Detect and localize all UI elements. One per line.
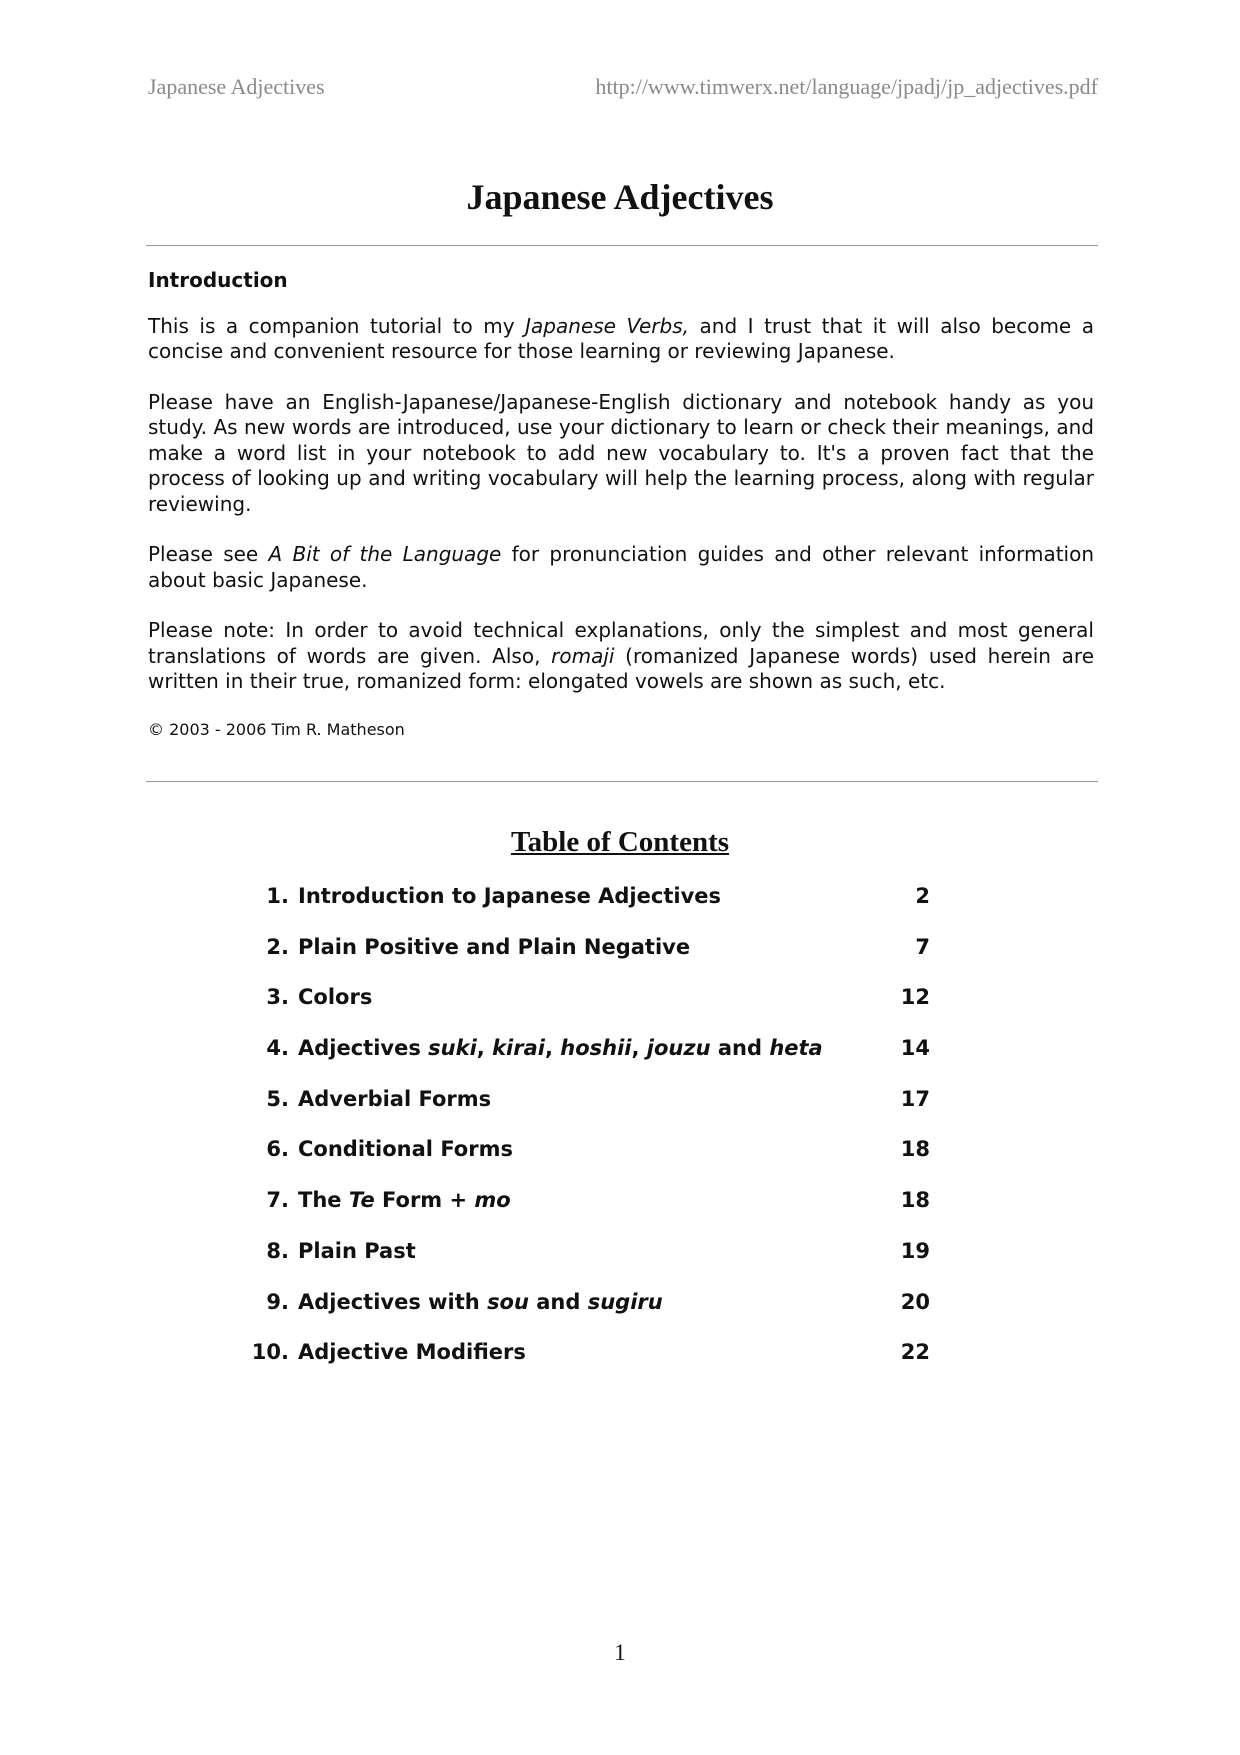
toc-entry-page: 19 — [900, 1238, 930, 1263]
toc-entry-title-text: Adjective Modifiers — [298, 1340, 526, 1365]
toc-entry-title-text: Colors — [298, 985, 373, 1010]
toc-entry-title-text: and — [710, 1036, 770, 1061]
toc-entry-page: 14 — [900, 1036, 930, 1061]
toc-entry-title — [298, 1186, 511, 1214]
intro-paragraph-3 — [148, 542, 1094, 593]
toc-entry-number: 2. — [266, 934, 289, 959]
intro-p4-text-c: (romanized Japanese words) used herein are written in their true, romanized form: elongated vowels are shown as such, etc. — [148, 643, 1095, 693]
toc-entry-title — [298, 1085, 491, 1113]
toc-entry-title-text: Adjectives with — [298, 1289, 488, 1314]
toc-entry-page: 20 — [900, 1289, 930, 1314]
toc-entry-title-italic: sou — [487, 1289, 529, 1314]
toc-entry-page: 7 — [915, 934, 930, 959]
toc-entry-title-italic: jouzu — [646, 1036, 711, 1061]
toc-entry-title-text: Adverbial Forms — [298, 1086, 492, 1111]
toc-entry-page: 2 — [915, 884, 930, 908]
toc-entry-title-italic: suki — [428, 1036, 477, 1061]
toc-entry-title-italic: Te — [348, 1188, 375, 1213]
toc-entry-title — [298, 933, 690, 961]
copyright-notice: © 2003 - 2006 Tim R. Matheson — [148, 719, 405, 739]
toc-entry-title-italic: hoshii — [560, 1036, 632, 1061]
toc-title: Table of Contents — [510, 826, 730, 858]
intro-p1-text-c: and I trust that it will also become a concise and convenient resource for those learning or reviewing Japanese. — [148, 313, 1095, 363]
intro-p1-italic: Japanese Verbs, — [525, 313, 689, 338]
toc-entry-title-text: Adjectives — [298, 1036, 429, 1061]
toc-entry-number: 3. — [266, 985, 289, 1010]
toc-entry-number: 5. — [266, 1086, 289, 1111]
toc-entry-title-text: The — [298, 1188, 349, 1213]
running-header-title: Japanese Adjectives — [148, 74, 325, 99]
toc-entry-title — [298, 1135, 513, 1163]
document-title: Japanese Adjectives — [466, 177, 774, 217]
intro-paragraph-1 — [148, 314, 1094, 365]
intro-paragraph-4 — [148, 618, 1094, 695]
toc-entry[interactable] — [230, 1135, 930, 1186]
toc-entry-title — [298, 1034, 823, 1062]
toc-entry-title-italic: mo — [474, 1188, 511, 1213]
toc-entry-number: 6. — [266, 1137, 289, 1162]
toc-entry-number: 9. — [266, 1289, 289, 1314]
intro-p3-text-c: for pronunciation guides and other relevant information about basic Japanese. — [148, 542, 1095, 592]
horizontal-rule-bottom — [146, 781, 1098, 782]
toc-entry-title-text: , — [476, 1036, 493, 1061]
toc-entry-number: 7. — [266, 1188, 289, 1213]
toc-entry-title-text: and — [528, 1289, 588, 1314]
toc-entry-number: 4. — [266, 1036, 289, 1061]
toc-entry-page: 12 — [900, 985, 930, 1010]
intro-p1-text-a: This is a companion tutorial to my — [148, 313, 526, 338]
toc-entry-page: 18 — [900, 1188, 930, 1213]
toc-entry[interactable] — [230, 882, 930, 933]
toc-entry[interactable] — [230, 1034, 930, 1085]
toc-entry[interactable] — [230, 1288, 930, 1339]
toc-entry-title — [298, 882, 721, 910]
toc-entry-title-text: , — [631, 1036, 647, 1061]
toc-entry-title-text: Introduction to Japanese Adjectives — [298, 884, 721, 908]
running-header-url: http://www.timwerx.net/language/jpadj/jp_adjectives.pdf — [595, 74, 1098, 99]
toc-entry-title — [298, 983, 372, 1011]
toc-entry-title-text: Plain Past — [298, 1238, 416, 1263]
intro-paragraph-2: Please have an English-Japanese/Japanese-English dictionary and notebook handy as you study. As new words are introduced, use your dictionary to learn or check their meanings, and make a word list in your notebook to add new vocabulary to. It's a proven fact that the process of looking up and writing vocabulary will help the learning process, along with regular reviewing. — [148, 389, 1094, 516]
toc-entry-title — [298, 1288, 663, 1316]
toc-entry-title-italic: sugiru — [587, 1289, 663, 1314]
toc-entry-page: 22 — [900, 1340, 930, 1365]
toc-entry-number: 1. — [266, 884, 289, 908]
toc-entry-title-italic: heta — [769, 1036, 823, 1061]
toc-entry-number: 10. — [251, 1340, 289, 1365]
toc-entry-number: 8. — [266, 1238, 289, 1263]
intro-p3-italic: A Bit of the Language — [268, 542, 502, 566]
page-number: 1 — [614, 1640, 626, 1665]
toc-entry-title-text: Form + — [374, 1188, 475, 1213]
toc-entry-title — [298, 1338, 526, 1366]
toc-entry[interactable] — [230, 983, 930, 1034]
toc-entry[interactable] — [230, 1237, 930, 1288]
horizontal-rule-top — [146, 245, 1098, 246]
toc-entry-title-text: Plain Positive and Plain Negative — [298, 934, 691, 959]
toc-entry-page: 18 — [900, 1137, 930, 1162]
introduction-section — [148, 268, 1094, 767]
toc-entry-page: 17 — [900, 1086, 930, 1111]
toc-entry[interactable] — [230, 1085, 930, 1136]
toc-entry[interactable] — [230, 933, 930, 984]
introduction-heading: Introduction — [148, 268, 288, 292]
intro-p4-text-a: Please note: In order to avoid technical explanations, only the simplest and most general translations of words are given. Also, — [148, 618, 1094, 668]
toc-entry-title-text: Conditional Forms — [298, 1137, 513, 1162]
toc-entry-title-text: , — [544, 1036, 561, 1061]
table-of-contents — [230, 882, 930, 1389]
toc-entry-title-italic: kirai — [492, 1036, 545, 1061]
intro-p4-italic: romaji — [551, 643, 615, 668]
toc-entry[interactable] — [230, 1338, 930, 1389]
toc-entry-title — [298, 1237, 416, 1265]
intro-p3-text-a: Please see — [148, 542, 269, 566]
toc-entry[interactable] — [230, 1186, 930, 1237]
